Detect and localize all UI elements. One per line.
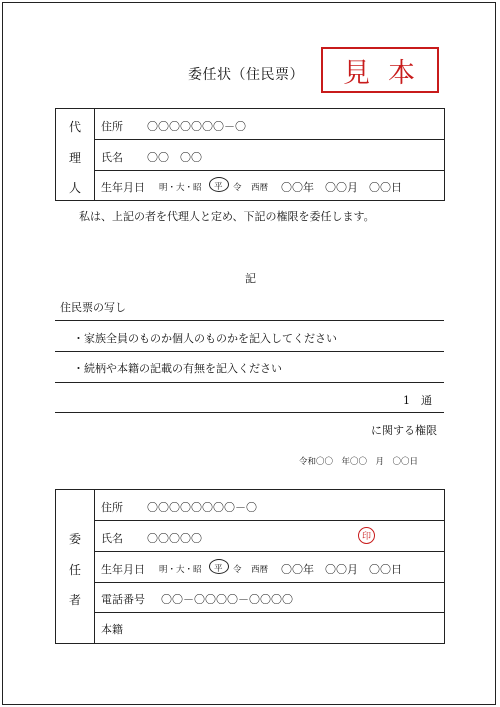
agent-era-heisei: 平 [214,182,223,192]
principal-phone-value: 〇〇－〇〇〇〇－〇〇〇〇 [161,593,293,606]
principal-side-char-1: 委 [69,532,82,546]
instruction-note-1: ・家族全員のものか個人のものかを記入してください [73,332,337,345]
principal-address-label: 住所 [101,501,123,514]
principal-address-value: 〇〇〇〇〇〇〇〇－〇 [147,501,257,514]
copies-count: 1 通 [403,394,432,407]
agent-side-char-1: 代 [69,120,82,134]
sample-stamp: 見本 [321,47,439,93]
agent-birth-date: 〇〇年 〇〇月 〇〇日 [281,181,402,194]
principal-era-reiwa: 令 [233,565,242,575]
principal-era-heisei: 平 [214,564,223,574]
agent-name-label: 氏名 [101,151,123,164]
agent-address-label: 住所 [101,120,123,133]
principal-name-label: 氏名 [101,532,123,545]
delegation-sentence: 私は、上記の者を代理人と定め、下記の権限を委任します。 [79,210,375,223]
principal-honseki-label: 本籍 [101,623,123,636]
agent-address-value: 〇〇〇〇〇〇〇－〇 [147,120,246,133]
agent-era-reiwa: 令 [233,183,242,193]
instruction-note-2: ・続柄や本籍の記載の有無を記入ください [73,362,282,375]
principal-phone-label: 電話番号 [101,593,145,606]
principal-era-options: 明・大・昭 [159,565,202,575]
principal-western-label: 西暦 [251,565,269,575]
seal-mark: 印 [358,527,375,544]
document-type-label: 住民票の写し [60,301,126,314]
agent-side-char-2: 理 [69,151,82,165]
line-1 [55,320,444,321]
authority-text: に関する権限 [371,424,437,437]
principal-side-char-2: 任 [69,563,82,577]
agent-era-options: 明・大・昭 [159,183,202,193]
agent-birth-label: 生年月日 [101,181,145,194]
line-3 [55,382,444,383]
agent-western-label: 西暦 [251,183,269,193]
principal-table [55,489,445,644]
agent-side-char-3: 人 [69,181,82,195]
agent-name-value: 〇〇 〇〇 [147,151,202,164]
principal-birth-date: 〇〇年 〇〇月 〇〇日 [281,563,402,576]
principal-name-value: 〇〇〇〇〇 [147,532,202,545]
principal-side-char-3: 者 [69,593,82,607]
line-2 [55,351,444,352]
date-line: 令和〇〇 年〇〇 月 〇〇日 [299,457,419,467]
line-4 [55,412,444,413]
document-title: 委任状（住民票） [188,67,304,83]
principal-birth-label: 生年月日 [101,563,145,576]
agent-table [55,108,445,201]
ki-heading: 記 [245,272,256,285]
